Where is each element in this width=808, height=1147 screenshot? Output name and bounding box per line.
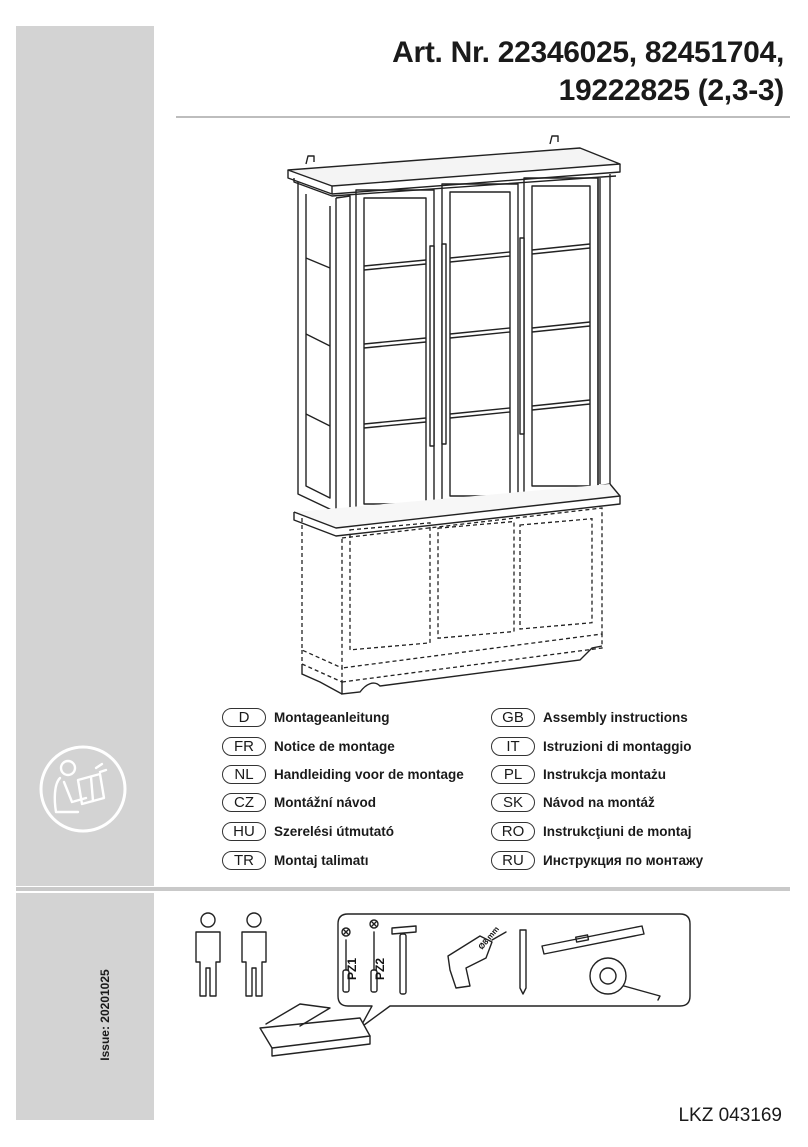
lang-label: Montageanleitung [274, 709, 390, 725]
lang-label: Instrukcja montażu [543, 766, 667, 782]
lang-item-hu [222, 821, 394, 841]
lang-code: D [222, 708, 266, 727]
title-line-1: Art. Nr. 22346025, 82451704, [392, 36, 784, 69]
lang-label: Handleiding voor de montage [274, 766, 464, 782]
lang-code: NL [222, 765, 266, 784]
cabinet-illustration [280, 134, 640, 704]
read-manual-icon [38, 744, 128, 834]
lang-item-cz [222, 792, 376, 812]
person-icon [196, 913, 220, 996]
lang-item-gb [491, 707, 688, 727]
lang-label: Montážní návod [274, 794, 376, 810]
lang-label: Návod na montáž [543, 794, 655, 810]
lang-code: HU [222, 822, 266, 841]
lang-item-pl [491, 764, 666, 784]
lang-code: CZ [222, 793, 266, 812]
lang-label: Szerelési útmutató [274, 823, 395, 839]
person-icon [242, 913, 266, 996]
tools-illustration [180, 908, 700, 1058]
lang-code: RO [491, 822, 535, 841]
lang-code: RU [491, 851, 535, 870]
lang-code: SK [491, 793, 535, 812]
lang-code: IT [491, 737, 535, 756]
section-divider [16, 887, 790, 891]
lang-item-it [491, 736, 692, 756]
issue-date: Issue: 20201025 [98, 969, 112, 1061]
sidebar-bottom [16, 893, 154, 1120]
lang-label: Инструкция по монтажу [543, 852, 704, 868]
lang-label: Montaj talimatı [274, 852, 369, 868]
lang-item-sk [491, 792, 655, 812]
title-divider [176, 116, 790, 118]
lang-item-d [222, 707, 390, 727]
pz1-label: PZ1 [345, 957, 359, 980]
lang-item-fr [222, 736, 395, 756]
document-code: LKZ 043169 [678, 1105, 782, 1126]
drill-bit-label: Ø8 mm [476, 924, 501, 952]
lang-code: GB [491, 708, 535, 727]
lang-item-nl [222, 764, 464, 784]
lang-label: Istruzioni di montaggio [543, 738, 692, 754]
lang-item-ru [491, 850, 703, 870]
lang-label: Instrukcţiuni de montaj [543, 823, 692, 839]
lang-label: Assembly instructions [543, 709, 688, 725]
pz2-label: PZ2 [373, 957, 387, 980]
lang-label: Notice de montage [274, 738, 395, 754]
lang-code: FR [222, 737, 266, 756]
lang-code: TR [222, 851, 266, 870]
lang-item-ro [491, 821, 692, 841]
lang-code: PL [491, 765, 535, 784]
lang-item-tr [222, 850, 369, 870]
title-line-2: 19222825 (2,3-3) [558, 74, 784, 107]
page-title [392, 34, 784, 110]
